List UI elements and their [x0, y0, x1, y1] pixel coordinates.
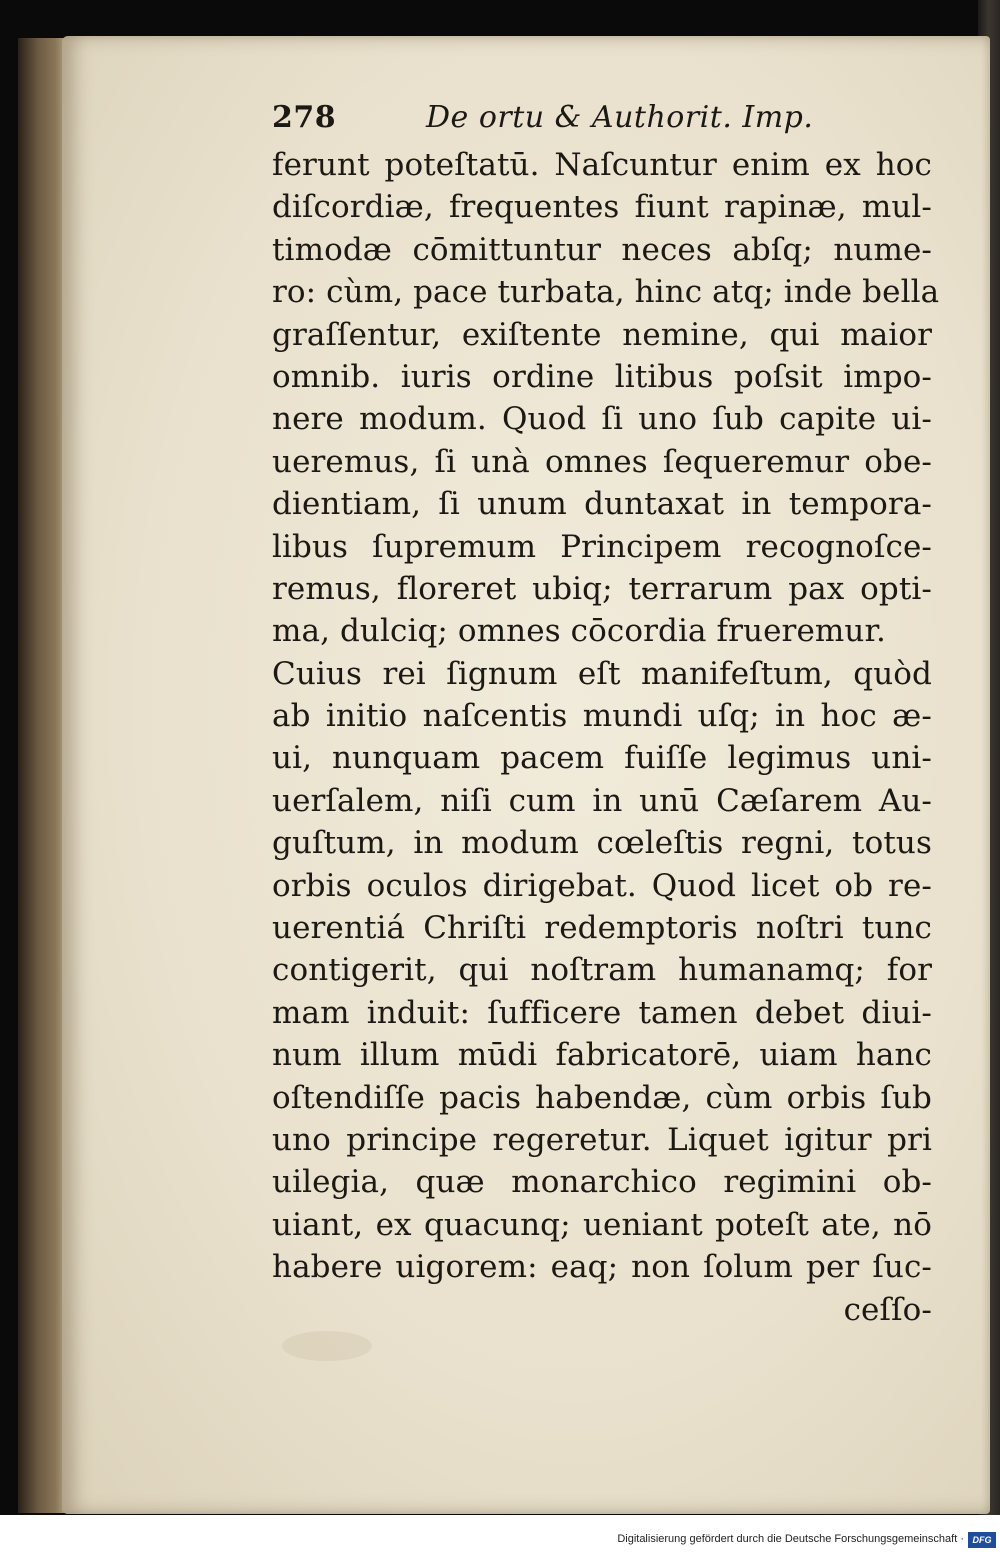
text-line: timodæ cōmittuntur neces abſq; nume-	[272, 231, 932, 268]
text-line: contigerit, qui noſtram humanamq; for	[272, 952, 932, 989]
text-line: oſtendiſſe pacis habendæ, cùm orbis ſub	[272, 1079, 932, 1116]
text-line: mam induit: ſufficere tamen debet diui-	[272, 994, 932, 1031]
text-line: nere modum. Quod ſi uno ſub capite ui-	[272, 401, 932, 438]
text-line: graſſentur, exiſtente nemine, qui maior	[272, 316, 932, 353]
text-line: uerentiá Chriſti redemptoris noſtri tunc	[272, 910, 932, 947]
text-line: libus ſupremum Principem recognoſce-	[272, 528, 932, 565]
text-line: uerſalem, niſi cum in unū Cæſarem Au-	[272, 782, 932, 819]
text-line: Cuius rei ſignum eſt manifeſtum, quòd	[272, 655, 932, 692]
dfg-logo-icon: DFG	[968, 1532, 996, 1548]
text-line: diſcordiæ, frequentes fiunt rapinæ, mul-	[272, 189, 932, 226]
text-block	[272, 100, 940, 1331]
text-line: ui, nunquam pacem fuiſſe legimus uni-	[272, 740, 932, 777]
book-binding-left	[18, 38, 68, 1513]
body-text	[272, 144, 940, 1331]
catchword: ceſſo-	[843, 1291, 932, 1328]
text-line: ma, dulciq; omnes cōcordia frueremur.	[272, 613, 886, 650]
text-line: ro: cùm, pace turbata, hinc atq; inde bella	[272, 274, 940, 311]
text-line: ab initio naſcentis mundi uſq; in hoc æ-	[272, 698, 932, 735]
text-line: remus, floreret ubiq; terrarum pax opti-	[272, 570, 932, 607]
text-line: guſtum, in modum cœleſtis regni, totus	[272, 825, 932, 862]
text-line: num illum mūdi fabricatorē, uiam hanc	[272, 1037, 932, 1074]
text-line: ferunt poteſtatū. Naſcuntur enim ex hoc	[272, 147, 932, 183]
text-line: uiant, ex quacunq; ueniant poteſt ate, nō	[272, 1206, 932, 1243]
text-line: uno principe regeretur. Liquet igitur pri	[272, 1121, 932, 1158]
text-line: orbis oculos dirigebat. Quod licet ob re-	[272, 867, 932, 904]
text-line: ueremus, ſi unà omnes ſequeremur obe-	[272, 443, 932, 480]
text-line: omnib. iuris ordine litibus poſsit impo-	[272, 358, 932, 395]
running-head	[272, 100, 932, 144]
paper-stain	[282, 1331, 372, 1361]
text-line: uilegia, quæ monarchico regimini ob-	[272, 1164, 932, 1201]
digitization-credit: Digitalisierung gefördert durch die Deutsche Forschungsgemeinschaft ·	[617, 1533, 964, 1545]
running-head-title: De ortu & Authorit. Imp.	[426, 100, 814, 135]
text-line: dientiam, ſi unum duntaxat in tempora-	[272, 486, 932, 523]
book-page	[62, 36, 990, 1514]
page-number: 278	[272, 100, 337, 135]
text-line: habere uigorem: eaq; non ſolum per ſuc-	[272, 1249, 932, 1286]
footer-bar	[0, 1515, 1000, 1555]
